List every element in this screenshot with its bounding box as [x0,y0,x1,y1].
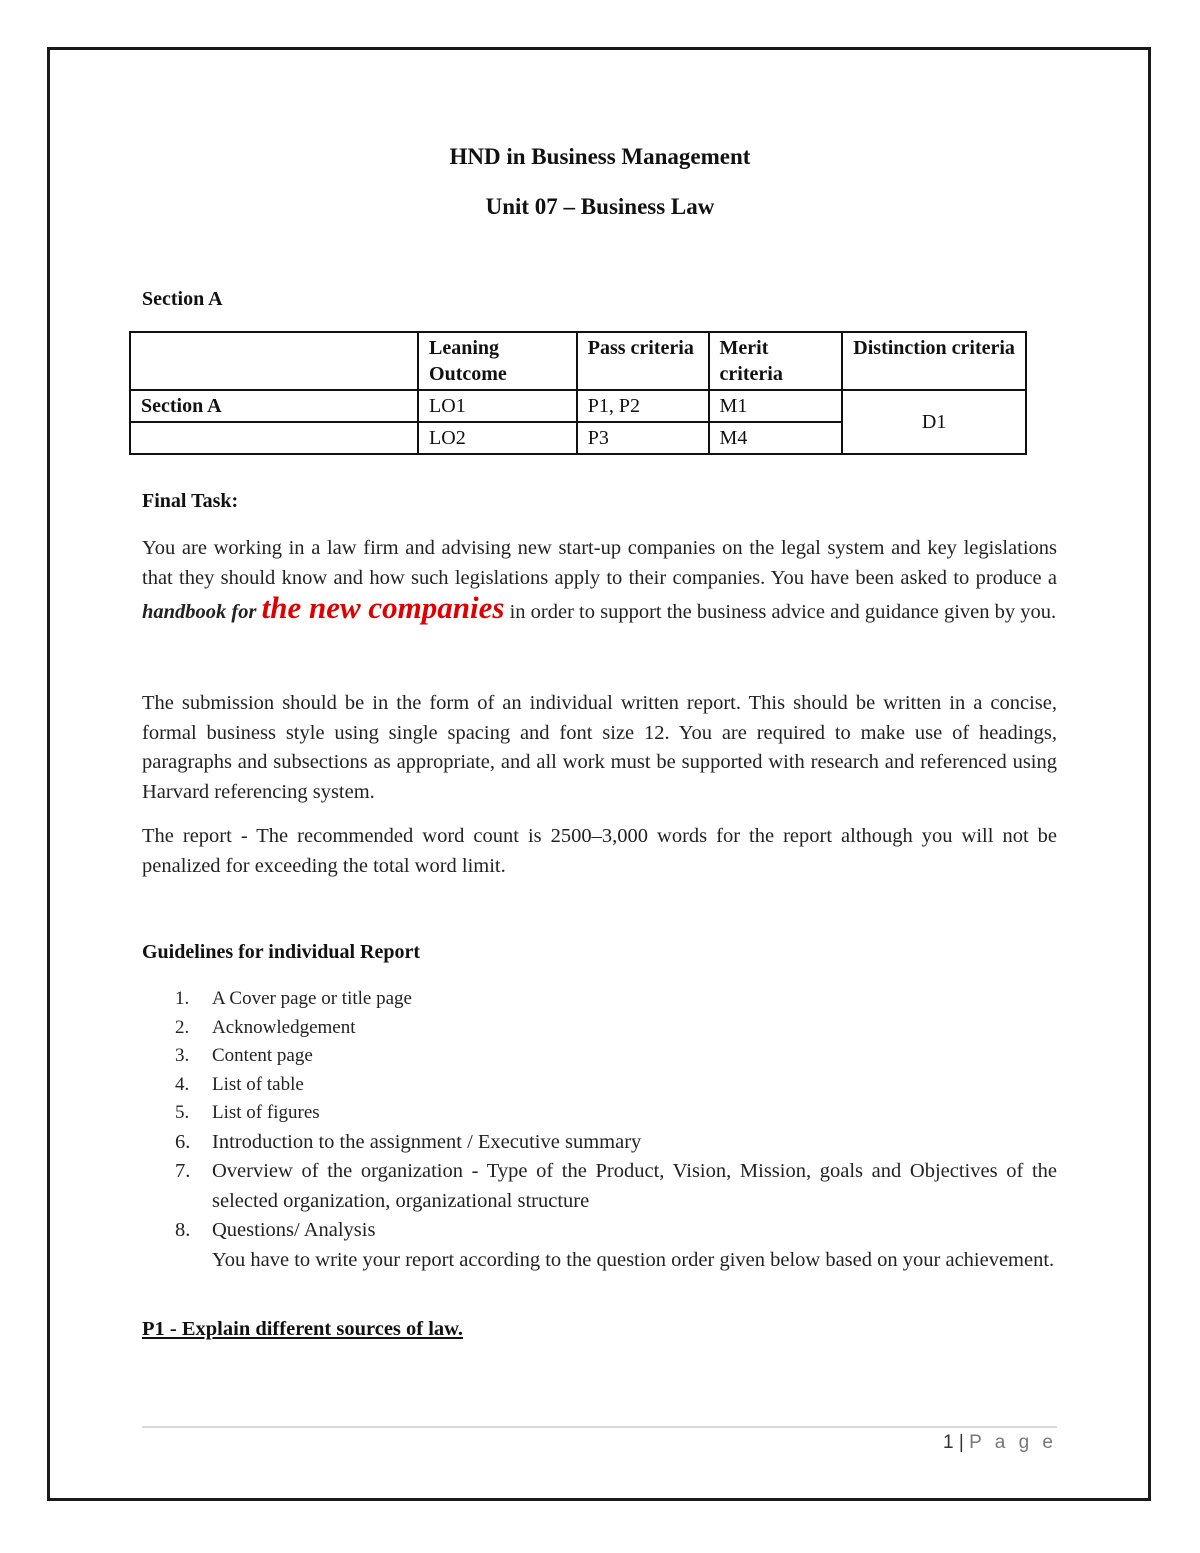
row-label: Section A [130,390,418,422]
header-cell-distinction: Distinction criteria [842,332,1026,390]
list-number: 2. [175,1016,190,1038]
list-item [142,1042,1057,1071]
merit-cell: M1 [709,390,843,422]
list-number: 7. [175,1160,191,1182]
page-number: 1 [943,1432,954,1453]
guidelines-list [142,985,1057,1275]
row-label [130,422,418,454]
pass-cell: P3 [577,422,709,454]
table-header-row [130,332,1026,390]
list-item [142,985,1057,1014]
list-text: List of table [212,1073,304,1095]
list-number: 5. [175,1102,190,1123]
page-footer [943,1432,1057,1454]
unit-title: Unit 07 – Business Law [485,194,715,219]
distinction-cell: D1 [842,390,1026,454]
list-item [142,1128,1057,1158]
list-text: A Cover page or title page [212,988,412,1009]
list-number: 4. [175,1073,190,1095]
final-task-heading: Final Task: [142,490,239,512]
list-item [142,1014,1057,1043]
final-task-paragraph-1 [142,534,1057,628]
learning-outcome-cell: LO1 [418,390,577,422]
paragraph-text: in order to support the business advice and guidance given by you. [504,601,1057,623]
handbook-emphasis: handbook for [142,601,257,623]
section-label: Section A [142,288,223,310]
list-number: 1. [175,988,190,1009]
final-task-paragraph-2: The submission should be in the form of an individual written report. This should be written in a concise, formal business style using single spacing and font size 12. You are required to make use of headings, paragraphs and subsections as appropriate, and all work must be supported with research and referenced using Harvard referencing system. [142,692,1057,803]
list-item [142,1071,1057,1100]
paragraph-text: You are working in a law firm and advising new start-up companies on the legal system and key legislations that they should know and how such legislations apply to their companies. You have been asked to produce a [142,537,1057,589]
list-item [142,1216,1057,1275]
list-text: Overview of the organization - Type of the Product, Vision, Mission, goals and Objectives of the selected organization, organizational structure [212,1160,1057,1212]
p1-task-heading: P1 - Explain different sources of law. [142,1318,463,1340]
document-title: HND in Business Management [449,144,751,169]
list-number: 6. [175,1130,191,1153]
list-text: Introduction to the assignment / Executive summary [212,1130,642,1153]
table-row [130,390,1026,422]
list-text: Questions/ Analysis [212,1219,376,1241]
list-text: List of figures [212,1102,320,1123]
header-cell-pass: Pass criteria [577,332,709,390]
pass-cell: P1, P2 [577,390,709,422]
header-cell-merit: Merit criteria [709,332,843,390]
list-text: Content page [212,1045,313,1066]
criteria-table [129,331,1027,455]
list-number: 3. [175,1045,190,1066]
page-word: P a g e [969,1432,1057,1453]
list-text: Acknowledgement [212,1016,356,1038]
header-cell-empty [130,332,418,390]
guidelines-heading: Guidelines for individual Report [142,941,421,963]
final-task-paragraph-3: The report - The recommended word count is 2500–3,000 words for the report although you will not be penalized for exceeding the total word limit. [142,825,1057,877]
new-companies-emphasis: the new companies [261,590,505,625]
merit-cell: M4 [709,422,843,454]
footer-divider [142,1426,1057,1428]
list-item [142,1099,1057,1128]
list-number: 8. [175,1219,191,1241]
learning-outcome-cell: LO2 [418,422,577,454]
header-cell-learning-outcome: Leaning Outcome [418,332,577,390]
list-item [142,1157,1057,1216]
footer-separator: | [958,1432,964,1453]
list-note: You have to write your report according to the question order given below based on your achievement. [212,1248,1055,1271]
